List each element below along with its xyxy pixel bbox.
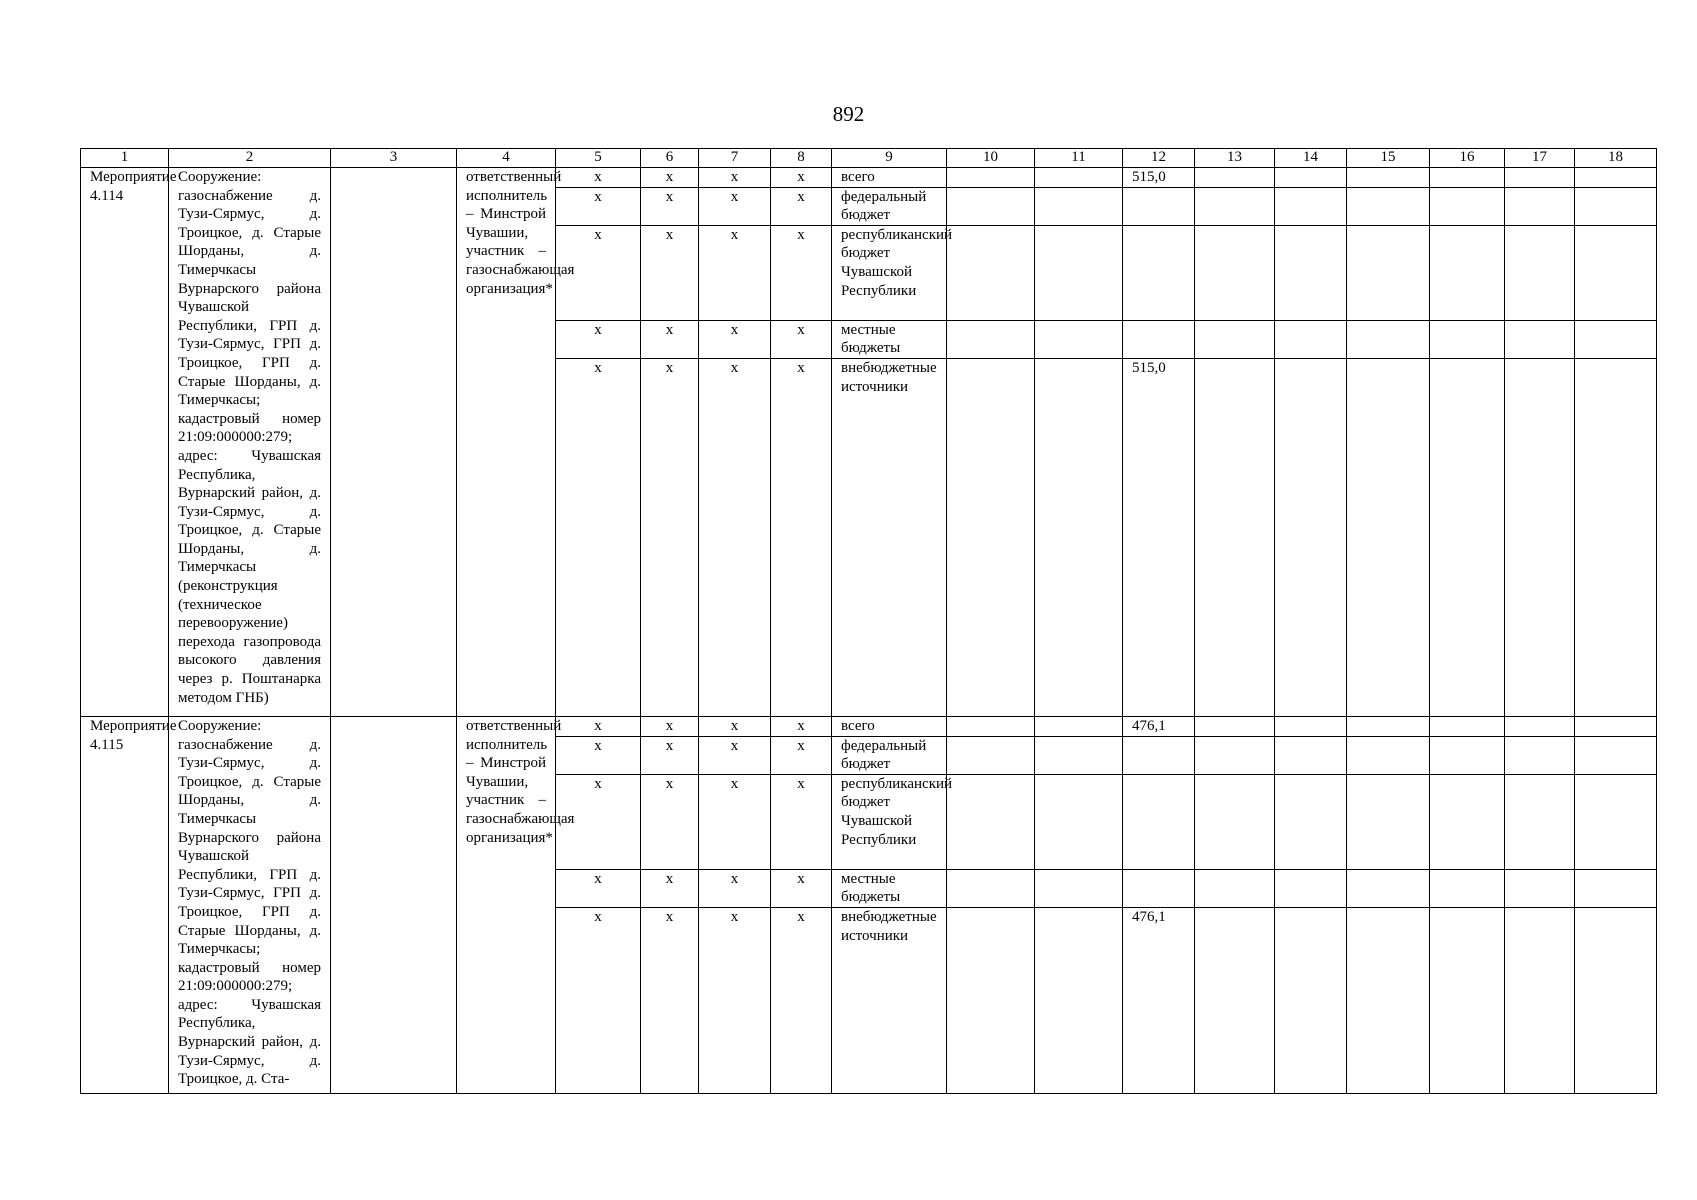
description-cell: Сооружение: газоснабжение д. Тузи-Сярмус, д. Троицкое, д. Старые Шорданы, д. Тимерчкасы Вурнарского района Чувашской Республики, ГРП д. Тузи-Сярмус, ГРП д. Троицкое, ГРП д. Старые Шорданы, д. Тимерчкасы; кадастровый номер 21:09:000000:279; адрес: Чувашская Республика, Вурнарский район, д. Тузи-Сярмус, д. Троицкое, д. Старые Шорданы, д. Тимерчкасы (реконструкция (техническое перевооружение) перехода газопровода высокого давления через р. Поштанарка методом ГНБ) <box>169 168 331 717</box>
empty-cell <box>1505 869 1575 907</box>
empty-cell <box>947 907 1035 1093</box>
empty-cell <box>1430 716 1505 736</box>
empty-cell <box>1347 187 1430 225</box>
x-mark-cell: x <box>556 320 641 358</box>
empty-cell <box>1347 320 1430 358</box>
funding-source-cell: всего <box>832 716 947 736</box>
column-header: 14 <box>1275 149 1347 168</box>
empty-cell <box>1347 774 1430 869</box>
empty-cell <box>1575 187 1657 225</box>
x-mark-cell: x <box>641 736 699 774</box>
empty-cell <box>1035 320 1123 358</box>
empty-cell <box>1035 869 1123 907</box>
program-table <box>80 148 1657 1094</box>
empty-cell <box>331 716 457 1093</box>
empty-cell <box>1505 225 1575 320</box>
table-row <box>81 716 1657 736</box>
empty-cell <box>1430 774 1505 869</box>
empty-cell <box>1035 774 1123 869</box>
x-mark-cell: x <box>771 716 832 736</box>
executor-cell: ответственный исполнитель – Минстрой Чувашии, участник – газоснабжающая организация* <box>457 716 556 1093</box>
column-header: 2 <box>169 149 331 168</box>
column-header: 1 <box>81 149 169 168</box>
x-mark-cell: x <box>556 187 641 225</box>
column-header: 7 <box>699 149 771 168</box>
empty-cell <box>1575 168 1657 188</box>
x-mark-cell: x <box>699 320 771 358</box>
column-header: 13 <box>1195 149 1275 168</box>
column-header: 3 <box>331 149 457 168</box>
x-mark-cell: x <box>641 225 699 320</box>
empty-cell <box>1575 907 1657 1093</box>
empty-cell <box>1035 716 1123 736</box>
empty-cell <box>1195 358 1275 716</box>
description-cell: Сооружение: газоснабжение д. Тузи-Сярмус, д. Троицкое, д. Старые Шорданы, д. Тимерчкасы Вурнарского района Чувашской Республики, ГРП д. Тузи-Сярмус, ГРП д. Троицкое, ГРП д. Старые Шорданы, д. Тимерчкасы; кадастровый номер 21:09:000000:279; адрес: Чувашская Республика, Вурнарский район, д. Тузи-Сярмус, д. Троицкое, д. Ста- <box>169 716 331 1093</box>
amount-cell <box>1123 187 1195 225</box>
funding-source-cell: внебюджетные источники <box>832 358 947 716</box>
empty-cell <box>947 187 1035 225</box>
amount-cell: 515,0 <box>1123 168 1195 188</box>
empty-cell <box>1275 358 1347 716</box>
empty-cell <box>1430 736 1505 774</box>
empty-cell <box>1035 736 1123 774</box>
column-header: 11 <box>1035 149 1123 168</box>
empty-cell <box>1195 716 1275 736</box>
x-mark-cell: x <box>641 907 699 1093</box>
empty-cell <box>1505 736 1575 774</box>
x-mark-cell: x <box>771 187 832 225</box>
column-header: 10 <box>947 149 1035 168</box>
x-mark-cell: x <box>556 774 641 869</box>
funding-source-cell: местные бюджеты <box>832 320 947 358</box>
empty-cell <box>1575 320 1657 358</box>
x-mark-cell: x <box>641 774 699 869</box>
funding-source-cell: федеральный бюджет <box>832 187 947 225</box>
empty-cell <box>1035 168 1123 188</box>
empty-cell <box>1430 225 1505 320</box>
empty-cell <box>1195 187 1275 225</box>
empty-cell <box>947 774 1035 869</box>
x-mark-cell: x <box>641 716 699 736</box>
amount-cell: 476,1 <box>1123 907 1195 1093</box>
empty-cell <box>1195 225 1275 320</box>
x-mark-cell: x <box>699 716 771 736</box>
empty-cell <box>331 168 457 717</box>
empty-cell <box>1505 358 1575 716</box>
empty-cell <box>1347 225 1430 320</box>
empty-cell <box>1505 168 1575 188</box>
column-number-row <box>81 149 1657 168</box>
measure-id-cell: Мероприятие 4.114 <box>81 168 169 717</box>
funding-source-cell: республиканский бюджет Чувашской Республики <box>832 225 947 320</box>
x-mark-cell: x <box>556 716 641 736</box>
x-mark-cell: x <box>699 774 771 869</box>
table-body <box>81 168 1657 1094</box>
x-mark-cell: x <box>641 187 699 225</box>
x-mark-cell: x <box>699 907 771 1093</box>
x-mark-cell: x <box>699 736 771 774</box>
empty-cell <box>1430 358 1505 716</box>
empty-cell <box>1575 736 1657 774</box>
empty-cell <box>1195 320 1275 358</box>
empty-cell <box>1195 869 1275 907</box>
empty-cell <box>1275 168 1347 188</box>
empty-cell <box>1035 187 1123 225</box>
empty-cell <box>947 716 1035 736</box>
column-header: 16 <box>1430 149 1505 168</box>
empty-cell <box>1347 358 1430 716</box>
empty-cell <box>1430 187 1505 225</box>
empty-cell <box>947 225 1035 320</box>
empty-cell <box>1575 225 1657 320</box>
x-mark-cell: x <box>771 358 832 716</box>
empty-cell <box>947 358 1035 716</box>
column-header: 9 <box>832 149 947 168</box>
empty-cell <box>1035 358 1123 716</box>
amount-cell <box>1123 736 1195 774</box>
empty-cell <box>947 869 1035 907</box>
empty-cell <box>1195 907 1275 1093</box>
x-mark-cell: x <box>699 869 771 907</box>
empty-cell <box>1430 320 1505 358</box>
x-mark-cell: x <box>771 774 832 869</box>
empty-cell <box>1275 774 1347 869</box>
empty-cell <box>1575 716 1657 736</box>
amount-cell <box>1123 869 1195 907</box>
empty-cell <box>1275 716 1347 736</box>
empty-cell <box>1347 869 1430 907</box>
empty-cell <box>1275 225 1347 320</box>
empty-cell <box>1195 168 1275 188</box>
empty-cell <box>1275 187 1347 225</box>
empty-cell <box>1347 907 1430 1093</box>
x-mark-cell: x <box>699 225 771 320</box>
x-mark-cell: x <box>641 358 699 716</box>
x-mark-cell: x <box>771 225 832 320</box>
empty-cell <box>1505 907 1575 1093</box>
amount-cell <box>1123 320 1195 358</box>
column-header: 8 <box>771 149 832 168</box>
funding-source-cell: местные бюджеты <box>832 869 947 907</box>
x-mark-cell: x <box>556 907 641 1093</box>
empty-cell <box>947 168 1035 188</box>
column-header: 17 <box>1505 149 1575 168</box>
empty-cell <box>1275 869 1347 907</box>
empty-cell <box>1347 168 1430 188</box>
empty-cell <box>1575 869 1657 907</box>
empty-cell <box>947 320 1035 358</box>
funding-source-cell: внебюджетные источники <box>832 907 947 1093</box>
x-mark-cell: x <box>699 358 771 716</box>
x-mark-cell: x <box>699 168 771 188</box>
executor-cell: ответственный исполнитель – Минстрой Чувашии, участник – газоснабжающая организация* <box>457 168 556 717</box>
column-header: 4 <box>457 149 556 168</box>
funding-source-cell: федеральный бюджет <box>832 736 947 774</box>
empty-cell <box>1505 774 1575 869</box>
empty-cell <box>1505 320 1575 358</box>
empty-cell <box>1347 716 1430 736</box>
empty-cell <box>1195 736 1275 774</box>
funding-source-cell: всего <box>832 168 947 188</box>
x-mark-cell: x <box>641 168 699 188</box>
empty-cell <box>947 736 1035 774</box>
x-mark-cell: x <box>556 168 641 188</box>
empty-cell <box>1575 358 1657 716</box>
x-mark-cell: x <box>771 320 832 358</box>
column-header: 12 <box>1123 149 1195 168</box>
empty-cell <box>1430 168 1505 188</box>
empty-cell <box>1275 907 1347 1093</box>
empty-cell <box>1195 774 1275 869</box>
x-mark-cell: x <box>556 736 641 774</box>
amount-cell: 476,1 <box>1123 716 1195 736</box>
x-mark-cell: x <box>641 320 699 358</box>
x-mark-cell: x <box>771 168 832 188</box>
empty-cell <box>1505 716 1575 736</box>
empty-cell <box>1035 225 1123 320</box>
column-header: 18 <box>1575 149 1657 168</box>
empty-cell <box>1275 736 1347 774</box>
table-row <box>81 168 1657 188</box>
x-mark-cell: x <box>699 187 771 225</box>
x-mark-cell: x <box>556 225 641 320</box>
empty-cell <box>1575 774 1657 869</box>
column-header: 15 <box>1347 149 1430 168</box>
empty-cell <box>1347 736 1430 774</box>
x-mark-cell: x <box>771 736 832 774</box>
x-mark-cell: x <box>771 907 832 1093</box>
amount-cell <box>1123 774 1195 869</box>
empty-cell <box>1505 187 1575 225</box>
measure-id-cell: Мероприятие 4.115 <box>81 716 169 1093</box>
column-header: 5 <box>556 149 641 168</box>
empty-cell <box>1430 869 1505 907</box>
empty-cell <box>1430 907 1505 1093</box>
page-number: 892 <box>832 102 865 126</box>
x-mark-cell: x <box>556 358 641 716</box>
empty-cell <box>1275 320 1347 358</box>
x-mark-cell: x <box>641 869 699 907</box>
column-header: 6 <box>641 149 699 168</box>
x-mark-cell: x <box>556 869 641 907</box>
funding-source-cell: республиканский бюджет Чувашской Республики <box>832 774 947 869</box>
x-mark-cell: x <box>771 869 832 907</box>
empty-cell <box>1035 907 1123 1093</box>
amount-cell <box>1123 225 1195 320</box>
amount-cell: 515,0 <box>1123 358 1195 716</box>
